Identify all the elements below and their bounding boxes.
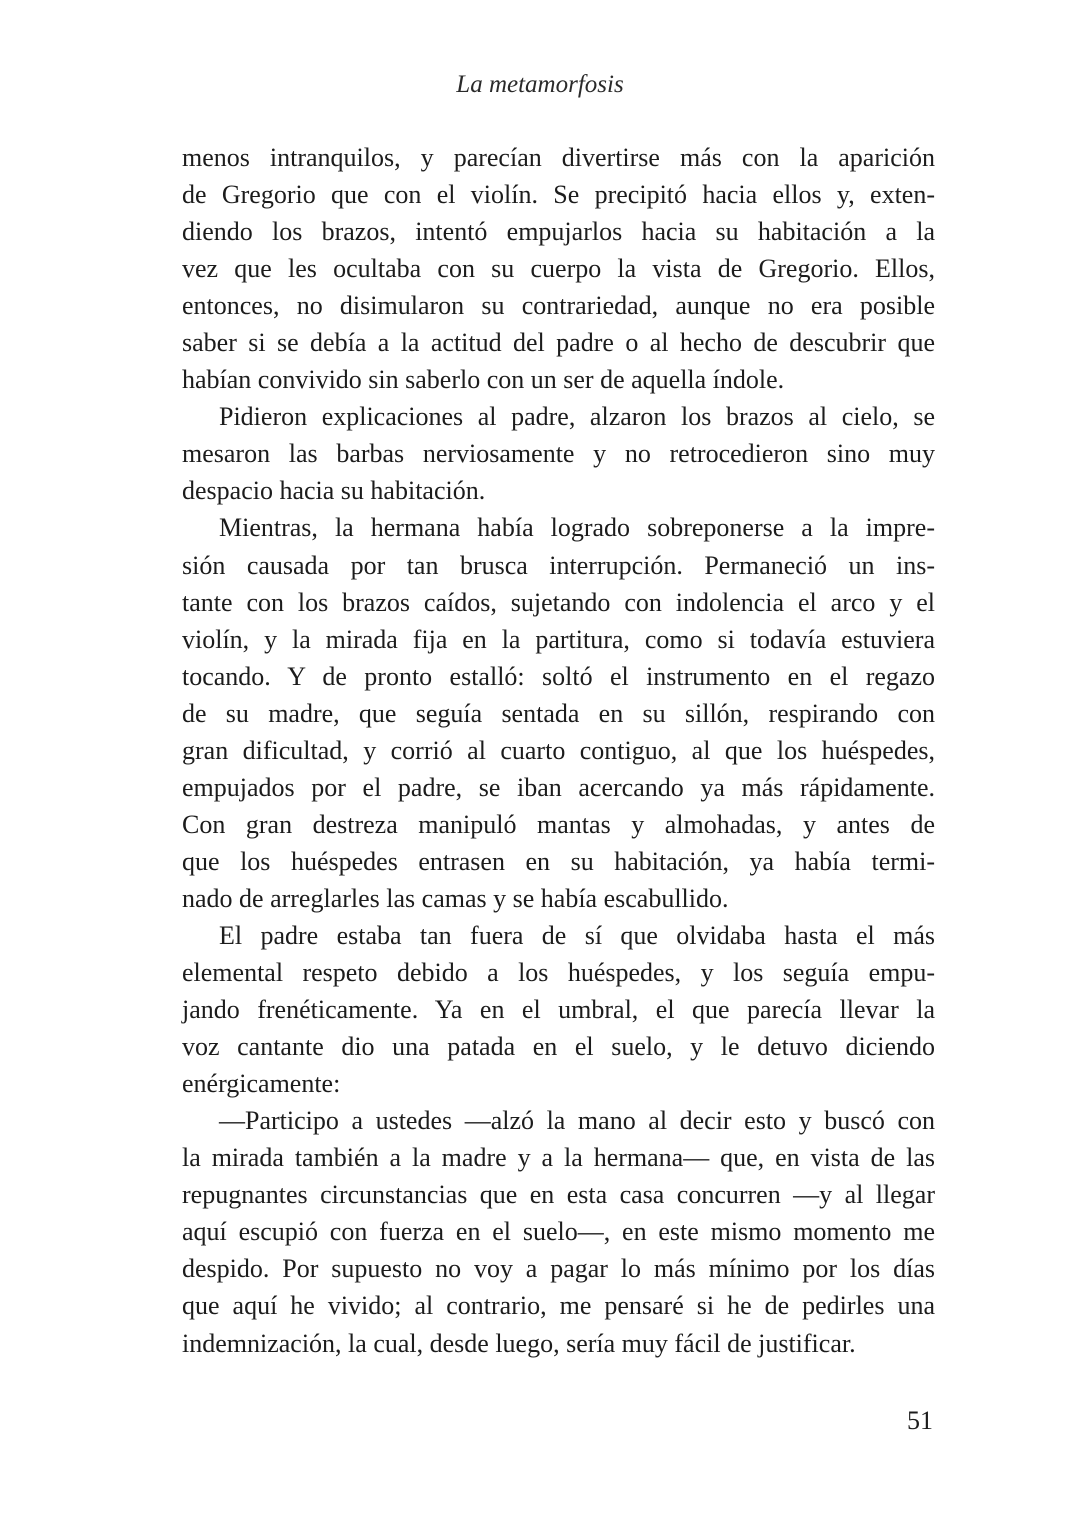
text-line: —Participo a ustedes —alzó la mano al decir esto y buscó con xyxy=(219,1106,935,1136)
text-line: elemental respeto debido a los huéspedes, y los seguía empu- xyxy=(182,958,935,988)
text-line: gran dificultad, y corrió al cuarto contiguo, al que los huéspedes, xyxy=(182,735,935,765)
text-line: repugnantes circunstancias que en esta casa concurren —y al llegar xyxy=(182,1180,935,1210)
text-line: que aquí he vivido; al contrario, me pensaré si he de pedirles una xyxy=(182,1291,935,1321)
text-line: vez que les ocultaba con su cuerpo la vista de Gregorio. Ellos, xyxy=(182,254,935,284)
text-line: de su madre, que seguía sentada en su sillón, respirando con xyxy=(182,698,935,728)
text-line: saber si se debía a la actitud del padre o al hecho de descubrir que xyxy=(182,328,935,358)
body-text xyxy=(182,139,935,1362)
text-line: la mirada también a la madre y a la hermana— que, en vista de las xyxy=(182,1143,935,1173)
text-line: de Gregorio que con el violín. Se precipitó hacia ellos y, exten- xyxy=(182,180,935,210)
text-line: tante con los brazos caídos, sujetando con indolencia el arco y el xyxy=(182,587,935,617)
text-line: indemnización, la cual, desde luego, sería muy fácil de justificar. xyxy=(182,1328,856,1358)
text-line: Pidieron explicaciones al padre, alzaron los brazos al cielo, se xyxy=(219,402,935,432)
text-line: tocando. Y de pronto estalló: soltó el instrumento en el regazo xyxy=(182,661,935,691)
text-line: Con gran destreza manipuló mantas y almohadas, y antes de xyxy=(182,809,935,839)
running-title: La metamorfosis xyxy=(456,71,624,98)
page-number: 51 xyxy=(907,1406,933,1435)
text-line: entonces, no disimularon su contrariedad, aunque no era posible xyxy=(182,291,935,321)
text-line: aquí escupió con fuerza en el suelo—, en este mismo momento me xyxy=(182,1217,935,1247)
text-line: enérgicamente: xyxy=(182,1069,341,1099)
text-line: habían convivido sin saberlo con un ser de aquella índole. xyxy=(182,365,785,395)
text-line: despido. Por supuesto no voy a pagar lo más mínimo por los días xyxy=(182,1254,935,1284)
text-line: violín, y la mirada fija en la partitura, como si todavía estuviera xyxy=(182,624,935,654)
text-line: Mientras, la hermana había logrado sobreponerse a la impre- xyxy=(219,513,935,543)
text-line: empujados por el padre, se iban acercando ya más rápidamente. xyxy=(182,772,935,802)
text-line: mesaron las barbas nerviosamente y no retrocedieron sino muy xyxy=(182,439,935,469)
text-line: sión causada por tan brusca interrupción. Permaneció un ins- xyxy=(182,550,935,580)
text-line: nado de arreglarles las camas y se había escabullido. xyxy=(182,883,729,913)
text-line: menos intranquilos, y parecían divertirse más con la aparición xyxy=(182,143,935,172)
text-line: diendo los brazos, intentó empujarlos hacia su habitación a la xyxy=(182,217,935,247)
text-line: despacio hacia su habitación. xyxy=(182,476,486,506)
text-line: jando frenéticamente. Ya en el umbral, el que parecía llevar la xyxy=(182,995,935,1025)
text-line: que los huéspedes entrasen en su habitación, ya había termi- xyxy=(182,846,935,876)
text-line: El padre estaba tan fuera de sí que olvidaba hasta el más xyxy=(219,920,935,950)
text-line: voz cantante dio una patada en el suelo, y le detuvo diciendo xyxy=(182,1032,935,1062)
